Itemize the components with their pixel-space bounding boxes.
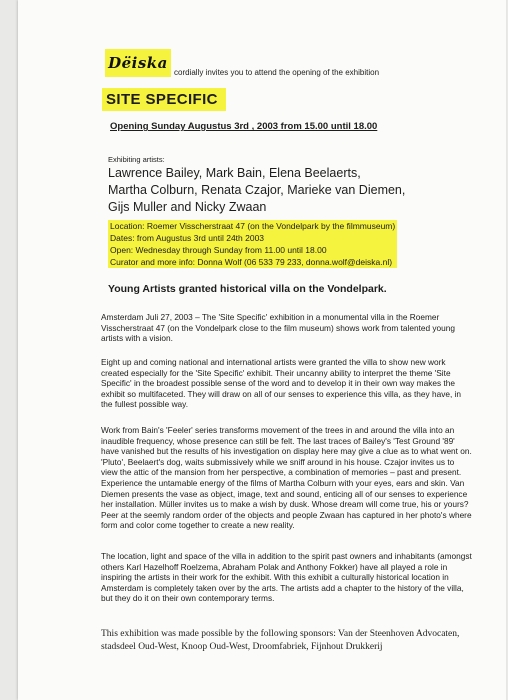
article-headline: Young Artists granted historical villa on the Vondelpark. [108, 283, 387, 295]
curator-line: Curator and more info: Donna Wolf (06 533 79 233, donna.wolf@deiska.nl) [108, 256, 397, 268]
paragraph-text: Amsterdam Juli 27, 2003 – The 'Site Specific' exhibition in a monumental villa in the Roemer Visscherstraat 47 (on the Vondelpark close to the film museum) shows work from talented young artists with a vision. [101, 312, 456, 344]
article-paragraph [101, 312, 473, 344]
opening-hours-line: Open: Wednesday through Sunday from 11.00 until 18.00 [108, 244, 397, 256]
artists-list [108, 165, 405, 216]
exhibiting-artists-label: Exhibiting artists: [108, 155, 165, 164]
deiska-logo [105, 49, 171, 77]
exhibition-title: SITE SPECIFIC [106, 91, 218, 108]
location-line: Location: Roemer Visscherstraat 47 (on the Vondelpark by the filmmuseum) [110, 221, 396, 231]
artists-line: Lawrence Bailey, Mark Bain, Elena Beelaerts, [108, 166, 361, 180]
invitation-line: cordially invites you to attend the opening of the exhibition [174, 68, 380, 77]
sponsors-line: This exhibition was made possible by the following sponsors: Van der Steenhoven Advocaten, stadsdeel Oud-West, Knoop Oud-West, Droomfabriek, Fijnhout Drukkerij [101, 629, 460, 652]
article-paragraph [101, 357, 473, 410]
paragraph-text: Eight up and coming national and international artists were granted the villa to show new work created especially for the 'Site Specific' exhibit. Their uncanny ability to interpret the theme 'Site Specific' in the broadest possible sense of the word and to develop it in their own way makes the exhibit so multifaceted. They will draw on all of our senses to experience this villa, as they have, in the fullest possible way. [101, 357, 462, 410]
dates-line: Dates: from Augustus 3rd until 24th 2003 [108, 232, 397, 244]
title-highlight [102, 88, 226, 111]
artists-line: Gijs Muller and Nicky Zwaan [108, 200, 267, 214]
logo-text: Dëiska [108, 54, 168, 72]
article-paragraph [101, 425, 473, 531]
paragraph-text: The location, light and space of the villa in addition to the spirit past owners and inhabitants (amongst others Karl Hazelhoff Roelzema, Abraham Polak and Anthony Fokker) have all played a role in inspiring the artists in their work for the exhibit. With this exhibit a culturally historical location in Amsterdam is completely taken over by the arts. The artists add a chapter to the history of the villa, but they do it on their own contemporary terms. [101, 551, 472, 604]
document-page [18, 0, 506, 700]
exhibition-info [108, 220, 397, 268]
opening-line: Opening Sunday Augustus 3rd , 2003 from 15.00 until 18.00 [110, 121, 378, 132]
paragraph-text: Work from Bain's 'Feeler' series transforms movement of the trees in and around the villa into an inaudible frequency, whose presence can still be felt. The last traces of Bailey's 'Test Ground '89' have vanished but the results of his investigation on display here may give a clue as to what went on. 'Pluto', Beelaert's dog, waits submissively while we sniff around in his house. Czajor invites us to view the attic of the mansion from her perspective, a combination of memories – past and present. Experience the untamable energy of the films of Martha Colburn with your eyes, ears and skin. Van Diemen presents the vase as object, image, text and sound, enticing all of our senses to experience her installation. Müller invites us to make a wish by dusk. Whose dream will come true, his or yours? Peer at the seemly random order of the objects and people Zwaan has captured in her photo's where form and color come together to create a new reality. [101, 425, 472, 531]
article-paragraph [101, 551, 473, 604]
artists-line: Martha Colburn, Renata Czajor, Marieke van Diemen, [108, 183, 406, 197]
